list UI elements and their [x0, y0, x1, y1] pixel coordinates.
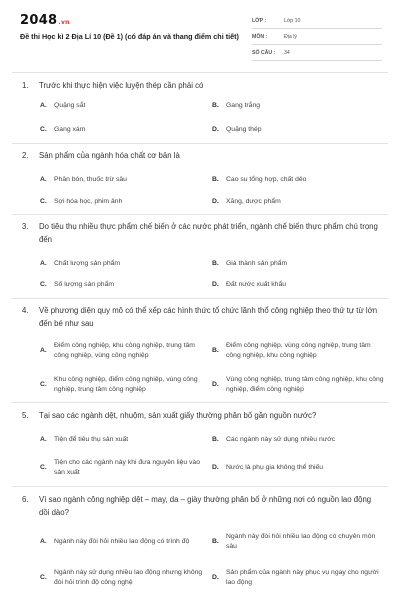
divider	[12, 402, 388, 403]
page-title: Đề thi Học kì 2 Địa Lí 10 (Đề 1) (có đáp án và thang điểm chi tiết)	[20, 32, 239, 41]
option-text: Phân bón, thuốc trừ sâu	[54, 176, 127, 183]
option-d[interactable]	[212, 462, 384, 474]
question-number: 5.	[22, 411, 29, 420]
question-3	[22, 221, 382, 246]
option-letter: B.	[212, 436, 219, 443]
option-text: Tiện cho các ngành này khi đưa nguyên liệu vào sản xuất	[54, 459, 200, 476]
option-b[interactable]	[212, 531, 384, 553]
option-letter: D.	[212, 198, 219, 205]
option-letter: C.	[40, 574, 47, 581]
option-letter: B.	[212, 176, 219, 183]
option-c[interactable]	[40, 567, 208, 589]
option-letter: B.	[212, 102, 219, 109]
option-b[interactable]	[212, 340, 384, 362]
option-letter: A.	[40, 102, 47, 109]
option-letter: A.	[40, 538, 47, 545]
option-letter: A.	[40, 176, 47, 183]
divider	[12, 486, 388, 487]
option-text: Tiện để tiêu thụ sản xuất	[54, 436, 129, 443]
option-text: Ngành này đòi hỏi nhiều lao động có chuyên môn sâu	[226, 533, 376, 550]
meta-row-subject	[252, 29, 382, 45]
option-d[interactable]	[212, 374, 384, 396]
header	[0, 0, 400, 70]
option-text: Số lượng sản phẩm	[54, 281, 115, 288]
option-a[interactable]	[40, 100, 200, 112]
option-text: Chất lượng sản phẩm	[54, 260, 121, 267]
question-1	[22, 80, 382, 93]
option-text: Sợi hóa học, phim ảnh	[54, 198, 123, 205]
option-text: Quặng sắt	[54, 102, 86, 109]
divider	[12, 214, 388, 215]
option-letter: C.	[40, 381, 47, 388]
option-text: Gang xám	[54, 126, 86, 133]
meta-row-count	[252, 45, 382, 61]
question-text: Do tiêu thụ nhiều thực phẩm chế biến ở các nước phát triển, ngành chế biến thực phẩm chú trọng đến	[39, 222, 378, 244]
option-letter: B.	[212, 260, 219, 267]
question-text: Tại sao các ngành dệt, nhuộm, sản xuất giấy thường phân bố gần nguồn nước?	[39, 411, 317, 420]
option-letter: B.	[212, 538, 219, 545]
option-a[interactable]	[40, 434, 200, 446]
option-letter: C.	[40, 464, 47, 471]
option-d[interactable]	[212, 279, 382, 291]
option-a[interactable]	[40, 258, 200, 270]
question-6	[22, 494, 382, 519]
option-text: Đất nước xuất khẩu	[226, 281, 287, 288]
option-text: Sản phẩm của ngành này phục vụ ngay cho người lao động	[226, 569, 379, 586]
question-text: Sản phẩm của ngành hóa chất cơ bản là	[39, 151, 180, 160]
meta-value: Địa lý	[284, 33, 297, 40]
option-text: Các ngành này sử dụng nhiều nước	[226, 436, 336, 443]
option-b[interactable]	[212, 434, 384, 446]
question-5	[22, 410, 382, 423]
question-text: Về phương diện quy mô có thể xếp các hình thức tổ chức lãnh thổ công nghiệp theo thứ tự từ lớn đến bé như sau	[39, 306, 378, 328]
meta-label: SỐ CÂU :	[252, 49, 276, 56]
option-text: Gang trắng	[226, 102, 261, 109]
option-d[interactable]	[212, 196, 382, 208]
option-a[interactable]	[40, 340, 208, 362]
option-a[interactable]	[40, 531, 208, 553]
question-2	[22, 150, 382, 163]
question-number: 2.	[22, 151, 29, 160]
option-letter: B.	[212, 347, 219, 354]
option-letter: D.	[212, 464, 219, 471]
option-b[interactable]	[212, 258, 382, 270]
option-text: Giá thành sản phẩm	[226, 260, 288, 267]
option-letter: D.	[212, 126, 219, 133]
option-text: Ngành này sử dụng nhiều lao động nhưng không đòi hỏi trình độ công nghệ	[54, 569, 203, 586]
meta-row-class	[252, 13, 382, 29]
option-text: Điểm công nghiệp, khu công nghiệp, trung tâm công nghiệp, vùng công nghiệp	[54, 342, 195, 359]
option-letter: A.	[40, 436, 47, 443]
option-letter: A.	[40, 347, 47, 354]
option-letter: D.	[212, 381, 219, 388]
option-d[interactable]	[212, 124, 382, 136]
option-letter: C.	[40, 198, 47, 205]
site-logo[interactable]	[20, 13, 70, 28]
option-text: Khu công nghiệp, điểm công nghiệp, vùng công nghiệp, trung tâm công nghiệp	[54, 376, 198, 393]
option-letter: D.	[212, 574, 219, 581]
option-letter: D.	[212, 281, 219, 288]
option-text: Vùng công nghiệp, trung tâm công nghiệp, khu công nghiệp, điểm công nghiệp	[226, 376, 384, 393]
option-text: Nước là phụ gia không thể thiếu	[226, 464, 324, 471]
divider	[12, 298, 388, 299]
meta-label: LỚP :	[252, 17, 267, 24]
option-text: Cao su tổng hợp, chất dẻo	[226, 176, 307, 183]
meta-info	[252, 13, 382, 61]
option-text: Xăng, dược phẩm	[226, 198, 281, 205]
option-letter: C.	[40, 126, 47, 133]
divider	[12, 72, 388, 73]
option-a[interactable]	[40, 174, 200, 186]
option-text: Ngành này đòi hỏi nhiều lao động có trình độ	[54, 538, 190, 545]
question-number: 3.	[22, 222, 29, 231]
question-number: 6.	[22, 495, 29, 504]
meta-value: 34	[284, 49, 290, 56]
option-letter: C.	[40, 281, 47, 288]
option-text: Quặng thép	[226, 126, 262, 133]
option-b[interactable]	[212, 174, 382, 186]
meta-value: Lớp 10	[284, 17, 301, 24]
meta-label: MÔN :	[252, 33, 268, 40]
option-c[interactable]	[40, 279, 200, 291]
question-number: 4.	[22, 306, 29, 315]
option-c[interactable]	[40, 457, 200, 479]
option-b[interactable]	[212, 100, 382, 112]
logo-suffix: .vn	[58, 19, 70, 26]
question-text: Trước khi thực hiện việc luyện thép cần phải có	[39, 81, 204, 90]
option-letter: A.	[40, 260, 47, 267]
option-text: Điểm công nghiệp, vùng công nghiệp, trung tâm công nghiệp, khu công nghiệp	[226, 342, 371, 359]
question-text: Vì sao ngành công nghiệp dệt – may, da – giày thường phân bố ở những nơi có nguồn lao động dồi dào?	[39, 495, 372, 517]
divider	[12, 143, 388, 144]
question-number: 1.	[22, 81, 29, 90]
logo-main: 2048	[20, 13, 58, 28]
option-c[interactable]	[40, 196, 200, 208]
option-d[interactable]	[212, 567, 384, 589]
option-c[interactable]	[40, 124, 200, 136]
question-4	[22, 305, 382, 330]
option-c[interactable]	[40, 374, 208, 396]
